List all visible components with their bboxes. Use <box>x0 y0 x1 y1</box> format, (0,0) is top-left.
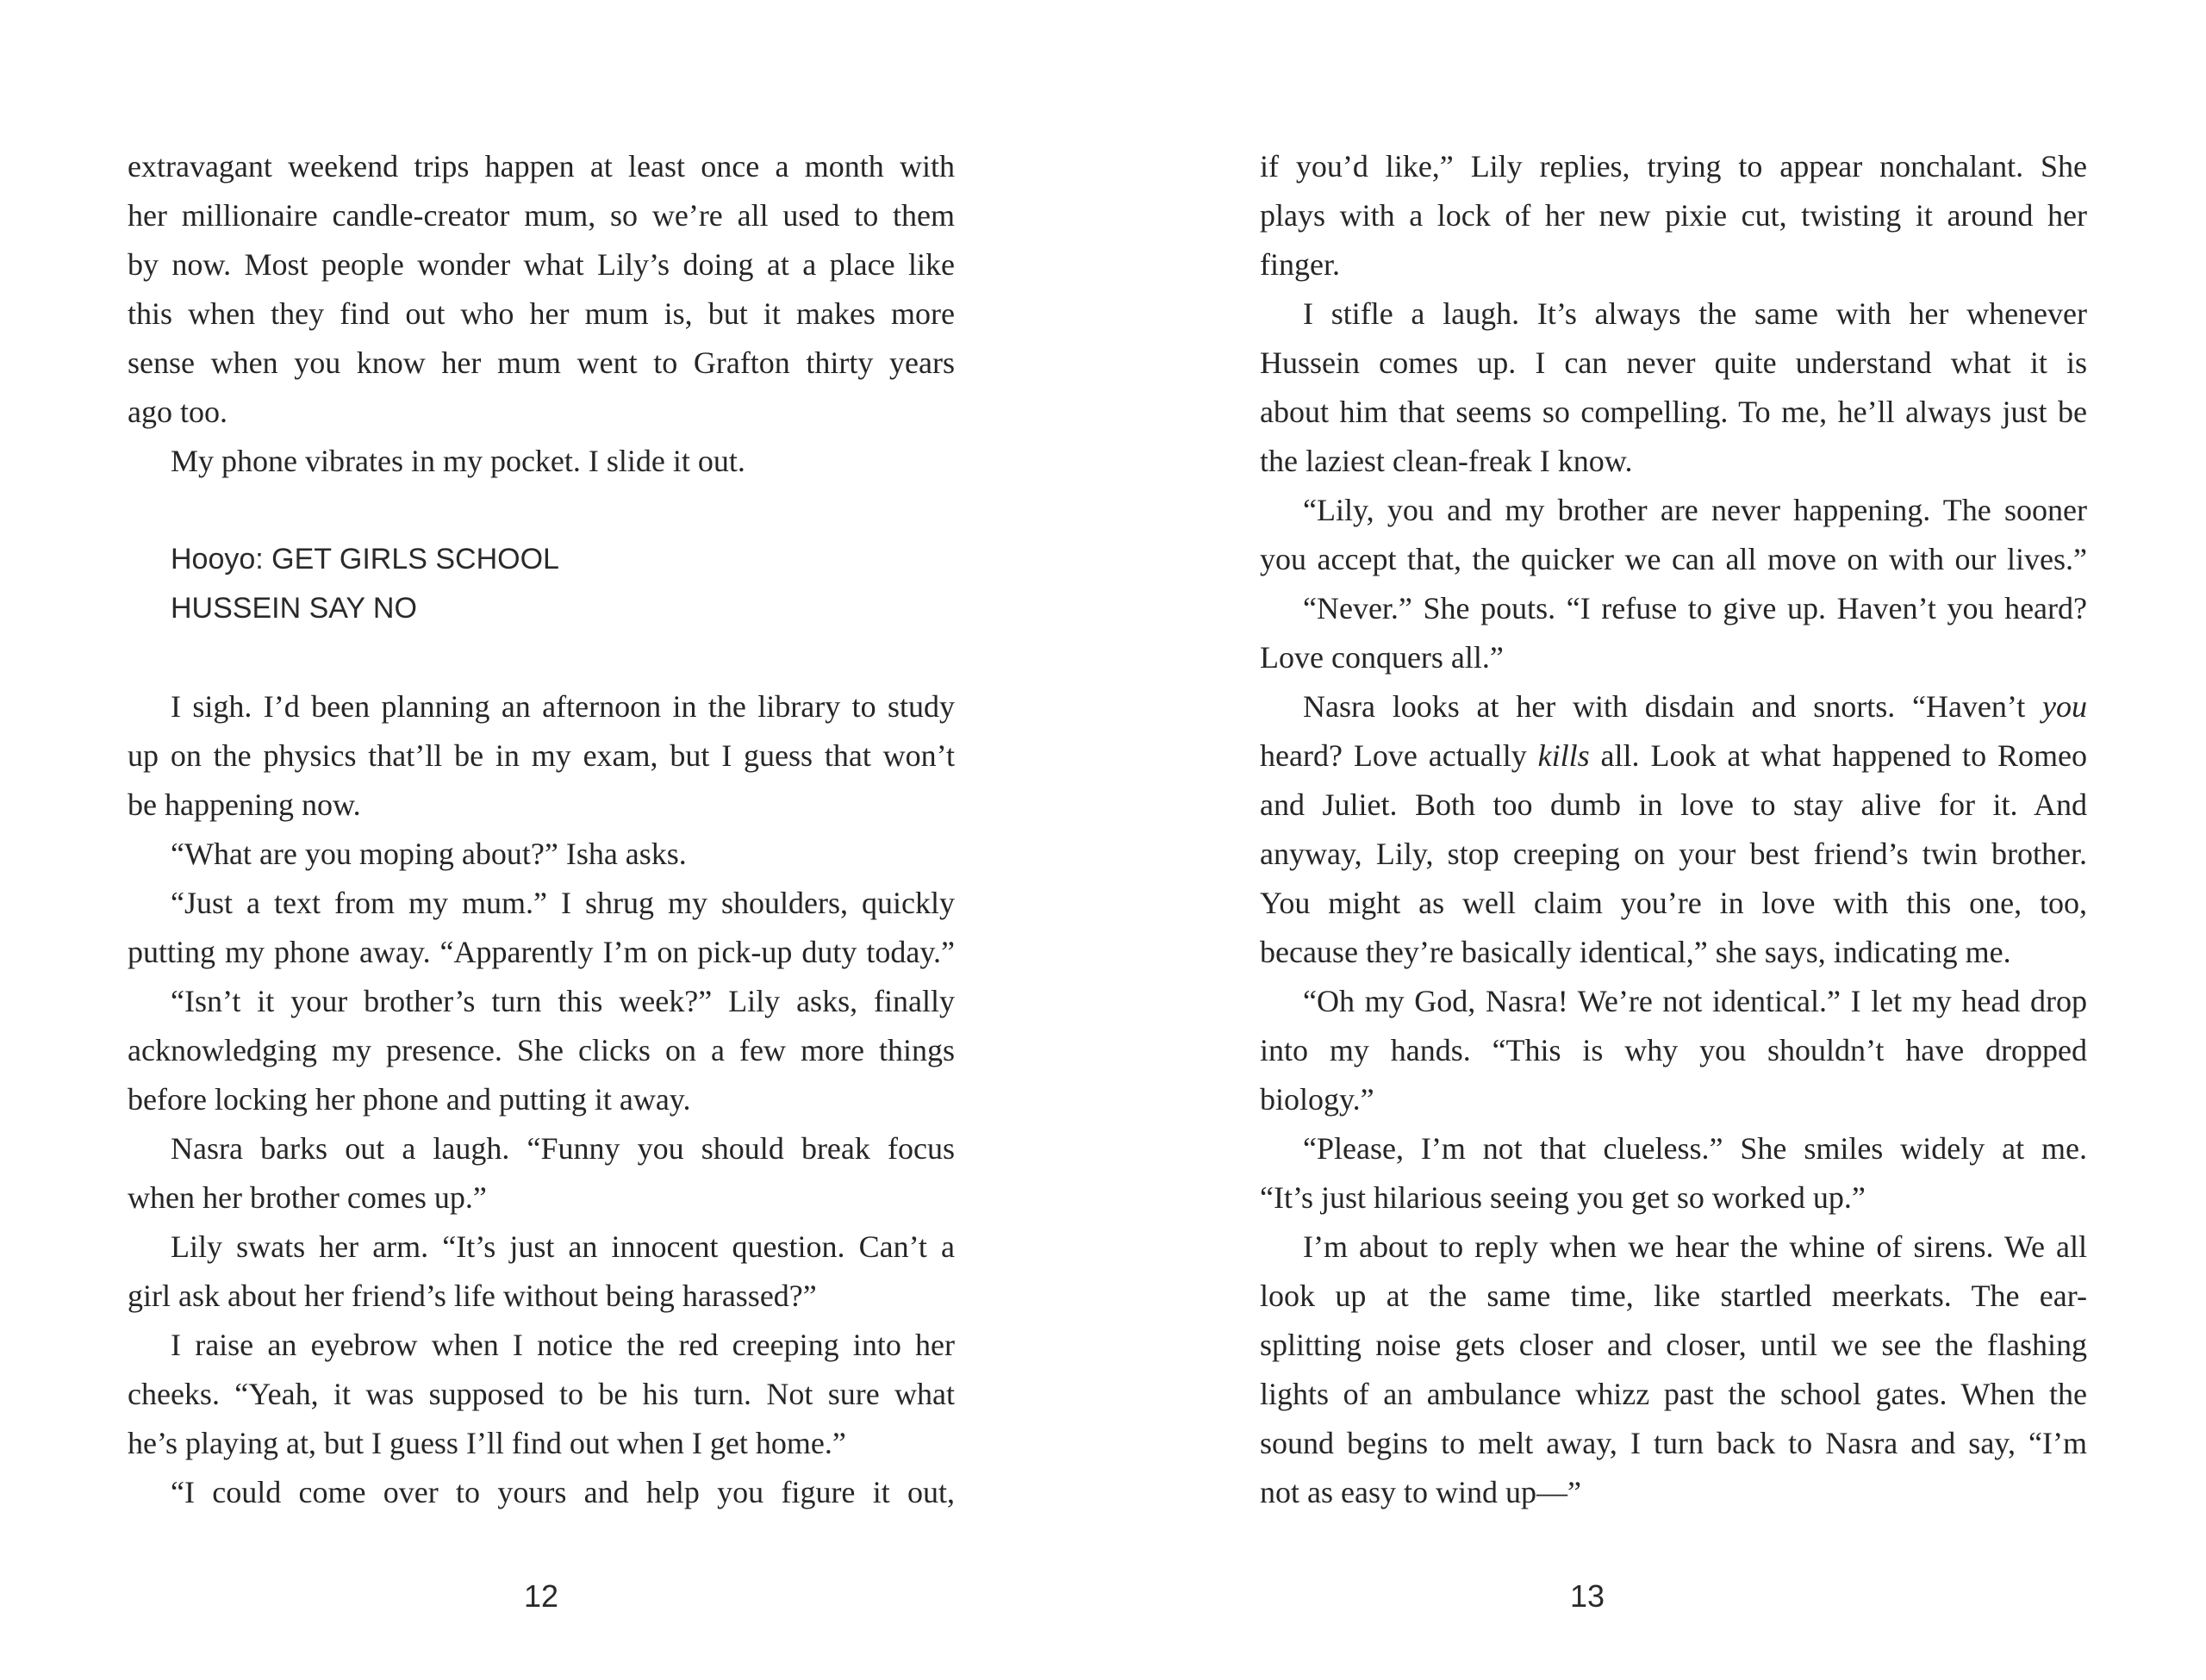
text-line: he’s playing at, but I guess I’ll find out when I get home.” <box>128 1426 846 1460</box>
text-line: if you’d like,” Lily replies, trying to appear nonchalant. She <box>1260 149 2087 184</box>
blank-line <box>128 633 955 682</box>
page-number: 12 <box>523 1578 559 1614</box>
text-line: I sigh. I’d been planning an afternoon in the library to study <box>171 689 955 724</box>
text-line: biology.” <box>1260 1082 1374 1117</box>
text-line: sound begins to melt away, I turn back to Nasra and say, “I’m <box>1260 1426 2087 1460</box>
text-line: “Please, I’m not that clueless.” She smiles widely at me. <box>1303 1131 2087 1166</box>
left-page-text <box>128 142 955 1517</box>
text-line: My phone vibrates in my pocket. I slide it out. <box>171 444 745 478</box>
text-line: the laziest clean-freak I know. <box>1260 444 1633 478</box>
right-page <box>1103 0 2206 1680</box>
text-line: not as easy to wind up—” <box>1260 1475 1581 1509</box>
text-line: up on the physics that’ll be in my exam, but I guess that won’t <box>128 738 955 773</box>
text-run: Nasra looks at her with disdain and snorts. “Haven’t <box>1303 689 2043 724</box>
text-line: Lily swats her arm. “It’s just an innocent question. Can’t a <box>171 1229 955 1264</box>
text-line <box>1260 682 2087 731</box>
text-line: “I could come over to yours and help you figure it out, <box>171 1475 955 1509</box>
text-line: “Never.” She pouts. “I refuse to give up. Haven’t you heard? <box>1303 591 2087 625</box>
text-line: by now. Most people wonder what Lily’s doing at a place like <box>128 247 955 282</box>
text-line: putting my phone away. “Apparently I’m on pick-up duty today.” <box>128 935 955 969</box>
text-line: be happening now. <box>128 787 361 822</box>
text-line: her millionaire candle-creator mum, so we’re all used to them <box>128 198 955 233</box>
text-line: I stifle a laugh. It’s always the same with her whenever <box>1303 296 2087 331</box>
text-line: lights of an ambulance whizz past the school gates. When the <box>1260 1377 2087 1411</box>
text-run: heard? Love actually <box>1260 738 1538 773</box>
text-line: “Isn’t it your brother’s turn this week?” Lily asks, finally <box>171 984 955 1018</box>
text-line: cheeks. “Yeah, it was supposed to be his turn. Not sure what <box>128 1377 955 1411</box>
text-line: “It’s just hilarious seeing you get so worked up.” <box>1260 1180 1866 1215</box>
text-line: I raise an eyebrow when I notice the red creeping into her <box>171 1328 955 1362</box>
text-run: all. Look at what happened to Romeo <box>1589 738 2087 773</box>
text-line: when her brother comes up.” <box>128 1180 487 1215</box>
text-line: into my hands. “This is why you shouldn’t have dropped <box>1260 1033 2087 1067</box>
italic-text: kills <box>1537 738 1590 773</box>
text-line: “What are you moping about?” Isha asks. <box>171 837 687 871</box>
text-line: finger. <box>1260 247 1340 282</box>
text-line: extravagant weekend trips happen at least once a month with <box>128 149 955 184</box>
text-line: look up at the same time, like startled meerkats. The ear- <box>1260 1279 2087 1313</box>
italic-text: you <box>2042 689 2087 724</box>
text-message-line: HUSSEIN SAY NO <box>171 592 417 625</box>
text-line: acknowledging my presence. She clicks on a few more things <box>128 1033 955 1067</box>
text-line: splitting noise gets closer and closer, until we see the flashing <box>1260 1328 2087 1362</box>
text-line: “Just a text from my mum.” I shrug my shoulders, quickly <box>171 886 955 920</box>
right-page-text <box>1260 142 2087 1517</box>
text-line <box>1260 731 2087 781</box>
text-line: Hussein comes up. I can never quite understand what it is <box>1260 345 2087 380</box>
text-line: about him that seems so compelling. To me, he’ll always just be <box>1260 395 2087 429</box>
text-line: ago too. <box>128 395 227 429</box>
text-line: plays with a lock of her new pixie cut, twisting it around her <box>1260 198 2087 233</box>
text-message-line: Hooyo: GET GIRLS SCHOOL <box>171 543 559 576</box>
text-line: Love conquers all.” <box>1260 640 1504 675</box>
text-line: because they’re basically identical,” she says, indicating me. <box>1260 935 2011 969</box>
text-line: girl ask about her friend’s life without being harassed?” <box>128 1279 817 1313</box>
text-line: anyway, Lily, stop creeping on your best friend’s twin brother. <box>1260 837 2087 871</box>
text-line: I’m about to reply when we hear the whine of sirens. We all <box>1303 1229 2087 1264</box>
text-line: sense when you know her mum went to Grafton thirty years <box>128 345 955 380</box>
blank-line <box>128 486 955 535</box>
text-line: “Lily, you and my brother are never happening. The sooner <box>1303 493 2087 527</box>
text-line: you accept that, the quicker we can all move on with our lives.” <box>1260 542 2087 576</box>
page-number: 13 <box>1569 1578 1605 1614</box>
text-line: Nasra barks out a laugh. “Funny you should break focus <box>171 1131 955 1166</box>
text-line: You might as well claim you’re in love with this one, too, <box>1260 886 2087 920</box>
text-line: “Oh my God, Nasra! We’re not identical.” I let my head drop <box>1303 984 2087 1018</box>
text-line: this when they find out who her mum is, but it makes more <box>128 296 955 331</box>
text-line: before locking her phone and putting it away. <box>128 1082 691 1117</box>
text-line: and Juliet. Both too dumb in love to stay alive for it. And <box>1260 787 2087 822</box>
